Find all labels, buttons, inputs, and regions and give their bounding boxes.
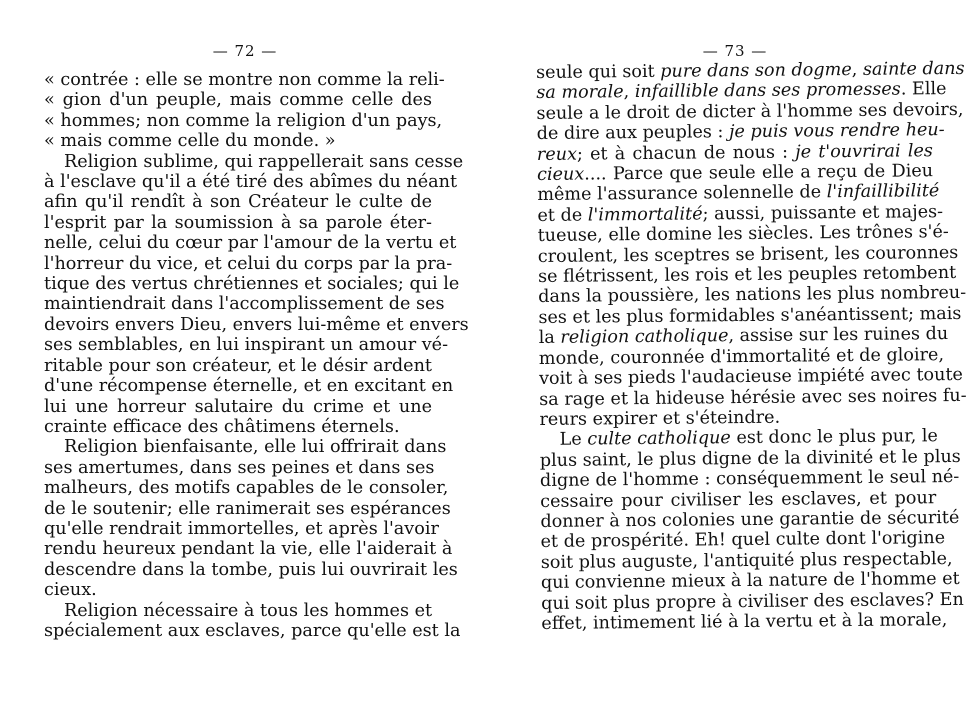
text-line: rendu heureux pendant la vie, elle l'aiderait à bbox=[44, 539, 453, 560]
text-line: à l'esclave qu'il a été tiré des abîmes du néant bbox=[44, 172, 458, 193]
page-number-left: — 72 — bbox=[212, 42, 278, 60]
text-line: seule a le droit de dicter à l'homme ses devoirs, bbox=[536, 99, 964, 124]
text-line: donner à nos colonies une garantie de sécurité bbox=[540, 507, 960, 532]
page-number-right: — 73 — bbox=[702, 42, 768, 60]
text-line: cieux. bbox=[44, 580, 97, 601]
text-line: reux; et à chacun de nous : je t'ouvrirai les bbox=[536, 140, 933, 165]
text-line: et de l'immortalité; aussi, puissante et majes- bbox=[537, 201, 944, 226]
text-line: ritable pour son créateur, et le désir ardent bbox=[44, 355, 432, 376]
text-line: et de prospérité. Eh! quel culte dont l'origine bbox=[540, 528, 946, 553]
text-line: « mais comme celle du monde. » bbox=[44, 131, 336, 152]
text-line: crainte efficace des châtimens éternels. bbox=[44, 416, 400, 437]
text-line: effet, intimement lié à la vertu et à la morale, bbox=[541, 610, 948, 634]
text-line: sa morale, infaillible dans ses promesses. Elle bbox=[536, 79, 947, 104]
text-line: Religion bienfaisante, elle lui offrirait dans bbox=[64, 437, 447, 458]
text-line: qu'elle rendrait immortelles, et après l'avoir bbox=[44, 518, 439, 539]
right-page-text bbox=[536, 58, 967, 634]
text-line: ses et les plus formidables s'anéantissent; mais bbox=[538, 303, 962, 328]
text-line: soit plus auguste, l'antiquité plus respectable, bbox=[540, 548, 953, 573]
text-line: digne de l'homme : conséquemment le seul né- bbox=[539, 467, 960, 492]
text-line: spécialement aux esclaves, parce qu'elle est la bbox=[44, 620, 461, 641]
text-line: « hommes; non comme la religion d'un pays, bbox=[44, 110, 443, 131]
right-page bbox=[490, 0, 980, 713]
text-line: « gion d'un peuple, mais comme celle des bbox=[44, 90, 432, 111]
text-line: sa rage et la hideuse hérésie avec ses noires fu- bbox=[539, 385, 967, 410]
text-line: descendre dans la tombe, puis lui ouvrirait les bbox=[44, 559, 458, 580]
text-line: cieux.... Parce que seule elle a reçu de Dieu bbox=[536, 161, 934, 186]
text-line: ses semblables, en lui inspirant un amour vé- bbox=[44, 335, 449, 356]
text-line: de dire aux peuples : je puis vous rendre heu- bbox=[536, 120, 945, 145]
text-line: Religion nécessaire à tous les hommes et bbox=[64, 600, 433, 621]
text-line: malheurs, des motifs capables de le consoler, bbox=[44, 478, 449, 499]
text-line: plus saint, le plus digne de la divinité et le plus bbox=[539, 446, 961, 471]
text-line: nelle, celui du cœur par l'amour de la vertu et bbox=[44, 233, 457, 254]
text-line: voit à ses pieds l'audacieuse impiété avec toute bbox=[538, 365, 964, 390]
text-line: la religion catholique, assise sur les ruines du bbox=[538, 324, 949, 349]
text-line: croulent, les sceptres se brisent, les couronnes bbox=[537, 242, 959, 267]
text-line: maintiendrait dans l'accomplissement de ses bbox=[44, 294, 445, 315]
text-line: « contrée : elle se montre non comme la reli- bbox=[44, 70, 445, 90]
text-line: qui soit plus propre à civiliser des esclaves? En bbox=[541, 589, 964, 614]
text-line: d'une récompense éternelle, et en excitant en bbox=[44, 376, 454, 397]
text-line: qui convienne mieux à la nature de l'homme et bbox=[540, 569, 960, 594]
text-line: l'horreur du vice, et celui du corps par la pra- bbox=[44, 253, 453, 274]
text-line: se flétrissent, les rois et les peuples retombent bbox=[537, 263, 957, 288]
text-line: afin qu'il rendît à son Créateur le culte de bbox=[44, 192, 432, 213]
text-line: monde, couronnée d'immortalité et de gloire, bbox=[538, 344, 945, 369]
text-line: de le soutenir; elle ranimerait ses espérances bbox=[44, 498, 451, 519]
left-page-text bbox=[44, 70, 469, 641]
text-line: cessaire pour civiliser les esclaves, et pour bbox=[540, 487, 937, 512]
text-line: même l'assurance solennelle de l'infaillibilité bbox=[537, 181, 940, 206]
text-line: ses amertumes, dans ses peines et dans ses bbox=[44, 457, 435, 478]
text-line: seule qui soit pure dans son dogme, sainte dans bbox=[536, 58, 965, 83]
text-line: reurs expirer et s'éteindre. bbox=[539, 407, 781, 430]
text-line: Le culte catholique est donc le plus pur, le bbox=[559, 426, 938, 451]
text-line: Religion sublime, qui rappellerait sans cesse bbox=[64, 151, 464, 172]
text-line: tique des vertus chrétiennes et sociales; qui le bbox=[44, 274, 460, 295]
text-line: l'esprit par la soumission à sa parole éter- bbox=[44, 212, 432, 233]
text-line: tueuse, elle domine les siècles. Les trônes s'é- bbox=[537, 222, 949, 247]
text-line: devoirs envers Dieu, envers lui-même et envers bbox=[44, 314, 469, 335]
text-line: lui une horreur salutaire du crime et une bbox=[44, 396, 432, 417]
text-line: dans la poussière, les nations les plus nombreu- bbox=[538, 283, 967, 308]
